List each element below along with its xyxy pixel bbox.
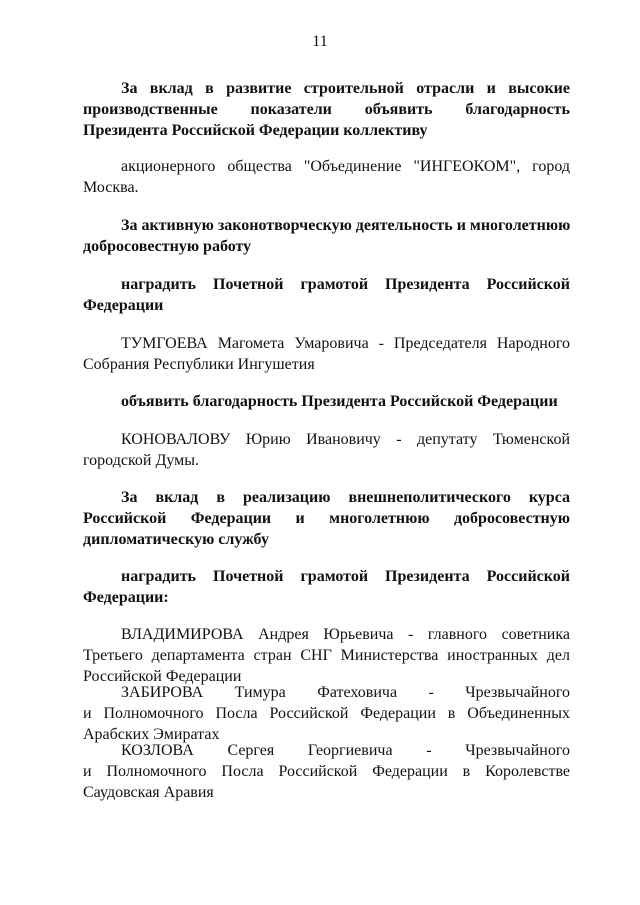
award-type-gramota <box>83 274 570 316</box>
text-line: За вклад в реализацию внешнеполитического курса <box>121 489 570 506</box>
award-heading-construction <box>83 78 570 141</box>
text-line: городской Думы. <box>83 452 200 469</box>
text-line: Российской Федерации и многолетнюю добросовестную <box>83 510 570 527</box>
text-line: ТУМГОЕВА Магомета Умаровича - Председателя Народного <box>121 335 570 352</box>
text-line: Третьего департамента стран СНГ Министерства иностранных дел <box>83 647 570 664</box>
text-line: Арабских Эмиратах <box>83 726 220 743</box>
text-line: и Полномочного Посла Российской Федерации в Королевстве <box>83 763 570 780</box>
text-line: Российской Федерации <box>83 668 242 685</box>
recipient-ingeokom <box>83 156 570 198</box>
text-line: ВЛАДИМИРОВА Андрея Юрьевича - главного советника <box>121 626 570 643</box>
text-line: ЗАБИРОВА Тимура Фатеховича - Чрезвычайного <box>121 684 570 701</box>
page-number: 11 <box>312 33 328 50</box>
recipient-vladimirov <box>83 624 570 687</box>
text-line: Федерации: <box>83 589 169 606</box>
text-line: производственные показатели объявить благодарность <box>83 101 570 118</box>
award-type-gratitude <box>83 391 570 412</box>
text-line: Собрания Республики Ингушетия <box>83 356 315 373</box>
award-heading-diplomatic <box>83 487 570 550</box>
text-line: За вклад в развитие строительной отрасли и высокие <box>121 80 570 97</box>
text-line: Саудовская Аравия <box>83 784 214 801</box>
recipient-tumgoev <box>83 333 570 375</box>
award-type-gramota-2 <box>83 566 570 608</box>
text-line: КОНОВАЛОВУ Юрию Ивановичу - депутату Тюменской <box>121 431 570 448</box>
text-line: добросовестную работу <box>83 238 252 255</box>
text-line: Президента Российской Федерации коллективу <box>83 122 428 139</box>
recipient-zabirov <box>83 682 570 745</box>
text-line: За активную законотворческую деятельность и многолетнюю <box>121 217 571 234</box>
text-line: наградить Почетной грамотой Президента Российской <box>121 568 570 585</box>
text-line: наградить Почетной грамотой Президента Российской <box>121 276 570 293</box>
text-line: объявить благодарность Президента Российской Федерации <box>121 393 558 410</box>
award-heading-legislative <box>83 215 570 257</box>
text-line: и Полномочного Посла Российской Федерации в Объединенных <box>83 705 570 722</box>
recipient-konovalova <box>83 429 570 471</box>
text-line: Федерации <box>83 297 164 314</box>
text-line: Москва. <box>83 179 139 196</box>
text-line: дипломатическую службу <box>83 531 269 548</box>
text-line: КОЗЛОВА Сергея Георгиевича - Чрезвычайного <box>121 742 570 759</box>
text-line: акционерного общества "Объединение "ИНГЕОКОМ", город <box>121 158 570 175</box>
recipient-kozlov <box>83 740 570 803</box>
